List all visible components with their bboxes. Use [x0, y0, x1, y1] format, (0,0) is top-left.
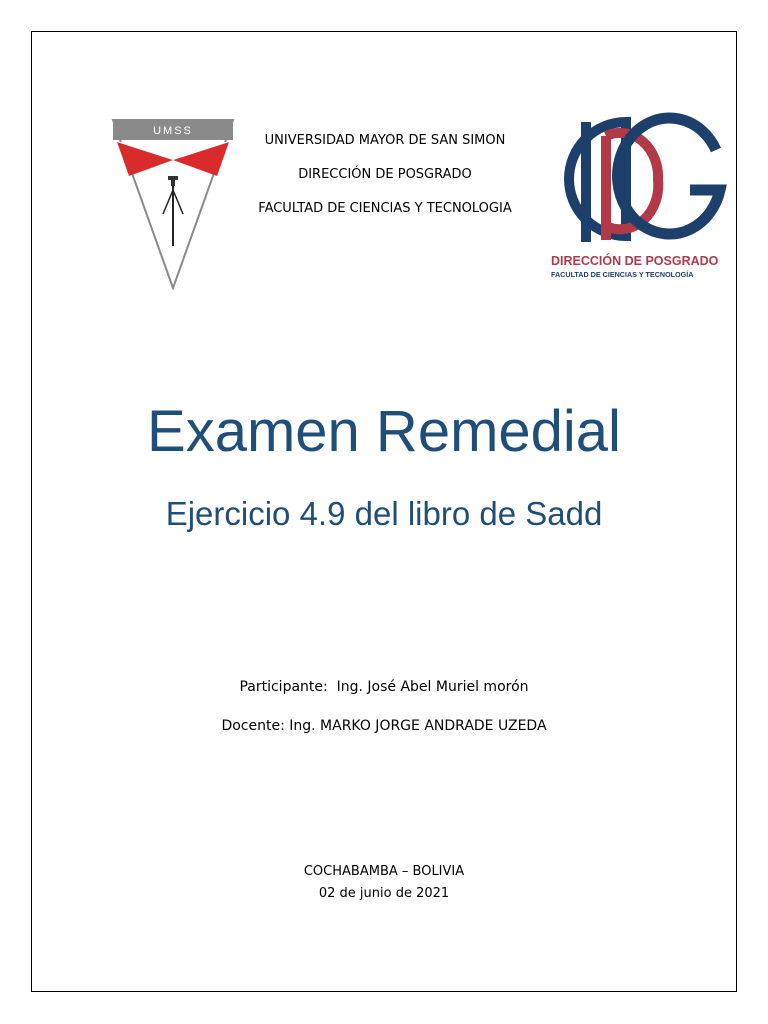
university-name: UNIVERSIDAD MAYOR DE SAN SIMON: [264, 133, 506, 148]
teacher-line: Docente: Ing. MARKO JORGE ANDRADE UZEDA: [221, 718, 547, 734]
location-line: COCHABAMBA – BOLIVIA: [303, 864, 465, 879]
date-line: 02 de junio de 2021: [318, 886, 450, 901]
footer-block: [0, 861, 768, 905]
faculty-name: FACULTAD DE CIENCIAS Y TECNOLOGIA: [258, 201, 512, 216]
umss-logo-text: UMSS: [153, 125, 193, 137]
posgrado-logo: [548, 110, 728, 285]
institution-header: [250, 124, 520, 226]
posgrado-logo-title: DIRECCIÓN DE POSGRADO: [551, 254, 719, 268]
document-subtitle: Ejercicio 4.9 del libro de Sadd: [165, 495, 603, 532]
people-block: [0, 668, 768, 746]
posgrado-logo-subtitle: FACULTAD DE CIENCIAS Y TECNOLOGÍA: [551, 270, 694, 279]
umss-logo: [111, 118, 235, 290]
direction-name: DIRECCIÓN DE POSGRADO: [298, 167, 472, 182]
document-title: Examen Remedial: [147, 399, 621, 464]
participant-line: Participante: Ing. José Abel Muriel morón: [239, 679, 529, 695]
